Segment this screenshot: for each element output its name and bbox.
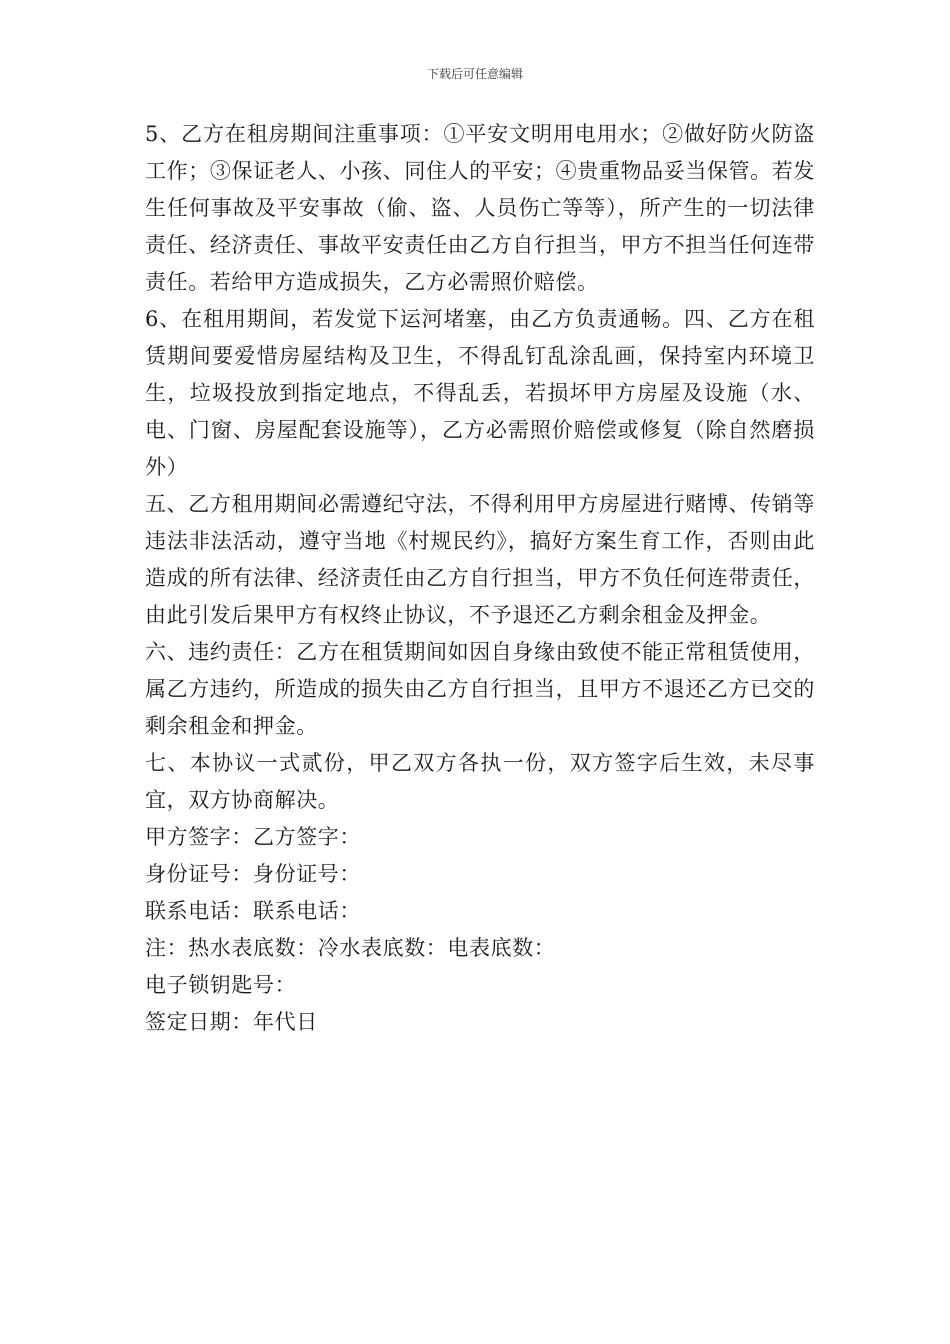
page-header-note: 下载后可任意编辑 [426,67,523,81]
clause-law-compliance: 五、乙方租用期间必需遵纪守法，不得利用甲方房屋进行赌博、传销等违法非法活动，遵守当地《村规民约》，搞好方案生育工作，否则由此造成的所有法律、经济责任由乙方自行担当，甲方不负任何连带责任，由此引发后果甲方有权终止协议，不予退还乙方剩余租金及押金。 [145,492,815,627]
sign-date-field: 签定日期：年代日 [145,1010,318,1034]
key-number-field: 电子锁钥匙号： [145,973,297,997]
id-number-field: 身份证号：身份证号： [145,862,361,886]
clause-breach-liability: 六、违约责任：乙方在租赁期间如因自身缘由致使不能正常租赁使用，属乙方违约，所造成的损失由乙方自行担当，且甲方不退还乙方已交的剩余租金和押金。 [145,640,815,738]
meter-readings-field: 注：热水表底数：冷水表底数：电表底数： [145,936,556,960]
clause-copies: 七、本协议一式贰份，甲乙双方各执一份，双方签字后生效，未尽事宜，双方协商解决。 [145,751,815,812]
clause-6-maintenance: 6、在租用期间，若发觉下运河堵塞，由乙方负责通畅。四、乙方在租赁期间要爱惜房屋结构及卫生，不得乱钉乱涂乱画，保持室内环境卫生，垃圾投放到指定地点，不得乱丢，若损坏甲方房屋及设施（水、电、门窗、房屋配套设施等），乙方必需照价赔偿或修复（除自然磨损外） [145,307,815,479]
document-body [145,116,815,1041]
phone-field: 联系电话：联系电话： [145,899,361,923]
signature-field: 甲方签字：乙方签字： [145,825,361,849]
clause-5-safety: 5、乙方在租房期间注重事项：①平安文明用电用水；②做好防火防盗工作；③保证老人、小孩、同住人的平安；④贵重物品妥当保管。若发生任何事故及平安事故（偷、盗、人员伤亡等等），所产生的一切法律责任、经济责任、事故平安责任由乙方自行担当，甲方不担当任何连带责任。若给甲方造成损失，乙方必需照价赔偿。 [145,122,815,294]
